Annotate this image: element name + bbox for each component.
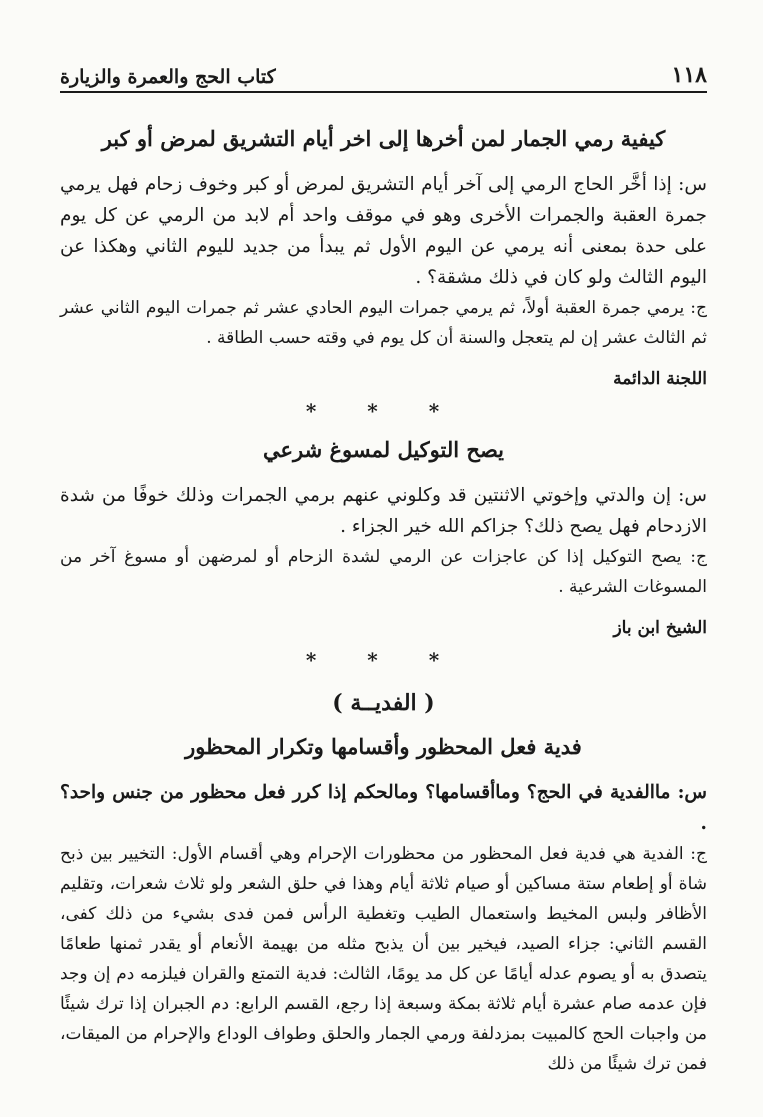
separator-stars-2: * * * (305, 648, 462, 672)
question-1: س: إذا أخَّر الحاج الرمي إلى آخر أيام التشريق لمرض أو كبر وخوف زحام فهل يرمي جمرة العقبة والجمرات الأخرى وهو في موقف واحد أم لابد من الرمي عن كل يوم على حدة بمعنى أنه يرمي عن اليوم الأول ثم يبدأ من جديد لليوم الثاني وهكذا عن اليوم الثالث ولو كان في ذلك مشقة؟ . (60, 174, 707, 288)
source-2: الشيخ ابن باز (613, 618, 707, 638)
section-title (60, 690, 707, 716)
fatwa-heading-1: كيفية رمي الجمار لمن أخرها إلى اخر أيام التشريق لمرض أو كبر (101, 126, 666, 151)
question-3: س: ماالفدية في الحج؟ وماأقسامها؟ ومالحكم إذا كرر فعل محظور من جنس واحد؟ . (60, 782, 707, 834)
answer-3: ج: الفدية هي فدية فعل المحظور من محظورات الإحرام وهي أقسام الأول: التخيير بين ذبح شاة أو إطعام ستة مساكين أو صيام ثلاثة أيام وهذا في حلق الشعر ولو ثلاث شعرات، وتقليم الأظافر ولبس المخيط واستعمال الطيب وتغطية الرأس فمن فدى بشيء من ذلك كفى، القسم الثاني: جزاء الصيد، فيخير بين أن يذبح مثله من بهيمة الأنعام أو يقدر ثمنها طعامًا يتصدق به أو يصوم عدله أيامًا عن كل مد يومًا، الثالث: فدية التمتع والقران فيلزمه دم إن وجد فإن عدمه صام عشرة أيام ثلاثة بمكة وسبعة إذا رجع، القسم الرابع: دم الجبران إذا ترك شيئًا من واجبات الحج كالمبيت بمزدلفة ورمي الجمار والحلق وطواف الوداع والإحرام من الميقات، فمن ترك شيئًا من ذلك (60, 844, 707, 1074)
page-header (60, 52, 707, 93)
question-2: س: إن والدتي وإخوتي الاثنتين قد وكلوني عنهم برمي الجمرات وذلك خوفًا من شدة الازدحام فهل يصح ذلك؟ جزاكم الله خير الجزاء . (60, 485, 707, 537)
page-number: ١١٨ (671, 62, 707, 88)
answer-1: ج: يرمي جمرة العقبة أولاً، ثم يرمي جمرات اليوم الحادي عشر ثم جمرات اليوم الثاني عشر ثم الثالث عشر إن لم يتعجل والسنة أن كل يوم في وقته حسب الطاقة . (60, 298, 707, 348)
fatwa-heading-2: يصح التوكيل لمسوغ شرعي (262, 437, 505, 462)
answer-2: ج: يصح التوكيل إذا كن عاجزات عن الرمي لشدة الزحام أو لمرضهن أو مسوغ آخر من المسوغات الشرعية . (60, 547, 707, 597)
section-title-text: ( الفديــة ) (332, 690, 435, 716)
running-title: كتاب الحج والعمرة والزيارة (60, 66, 276, 88)
fatwa-heading-3: فدية فعل المحظور وأقسامها وتكرار المحظور (185, 734, 582, 759)
separator-stars-1: * * * (305, 399, 462, 423)
page-content (60, 118, 707, 1079)
source-1: اللجنة الدائمة (613, 369, 707, 389)
